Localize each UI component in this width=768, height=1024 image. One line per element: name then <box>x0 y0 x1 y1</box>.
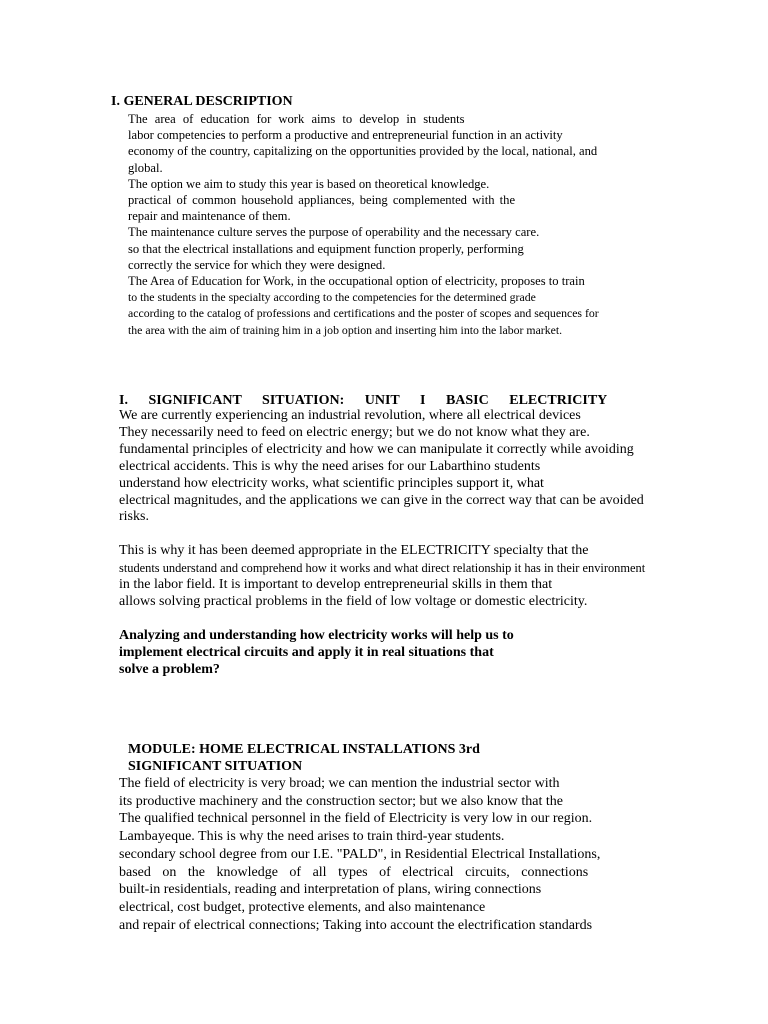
text-line: in the labor field. It is important to develop entrepreneurial skills in them that <box>119 576 553 592</box>
text-line: The area of education for work aims to develop in students <box>128 112 465 126</box>
text-line: They necessarily need to feed on electric energy; but we do not know what they are. <box>119 424 590 440</box>
text-line: electrical, cost budget, protective elements, and also maintenance <box>119 899 486 915</box>
text-line: and repair of electrical connections; Taking into account the electrification standards <box>119 917 593 933</box>
text-line: The Area of Education for Work, in the occupational option of electricity, proposes to train <box>128 274 585 289</box>
text-line: built-in residentials, reading and interpretation of plans, wiring connections <box>119 882 542 898</box>
module-subtitle-line: SIGNIFICANT SITUATION <box>128 758 303 774</box>
module-body <box>119 775 600 934</box>
section-significant-situation-paragraph-2 <box>119 543 645 611</box>
text-line: labor competencies to perform a productive and entrepreneurial function in an activity <box>128 128 563 143</box>
text-line: global. <box>128 160 163 175</box>
text-line: electrical accidents. This is why the need arises for our Labarthino students <box>119 458 541 474</box>
text-line: The option we aim to study this year is based on theoretical knowledge. <box>128 176 490 191</box>
text-line: Analyzing and understanding how electricity works will help us to <box>119 628 514 643</box>
text-line: Lambayeque. This is why the need arises to train third-year students. <box>119 829 505 845</box>
text-line: solve a problem? <box>119 662 220 677</box>
text-line: The field of electricity is very broad; we can mention the industrial sector with <box>119 776 560 791</box>
text-line: We are currently experiencing an industrial revolution, where all electrical devices <box>119 408 581 423</box>
text-line: the area with the aim of training him in a job option and inserting him into the labor market. <box>128 322 563 337</box>
text-line: The qualified technical personnel in the field of Electricity is very low in our region. <box>119 811 593 827</box>
text-line: This is why it has been deemed appropriate in the ELECTRICITY specialty that the <box>119 543 589 558</box>
text-line: secondary school degree from our I.E. "PALD", in Residential Electrical Installations, <box>119 846 601 862</box>
text-line: based on the knowledge of all types of electrical circuits, connections <box>119 864 589 880</box>
text-line: according to the catalog of professions and certifications and the poster of scopes and sequences for <box>128 306 599 321</box>
text-line: electrical magnitudes, and the applications we can give in the correct way that can be avoided <box>119 492 644 508</box>
text-line: economy of the country, capitalizing on the opportunities provided by the local, national, and <box>128 144 598 159</box>
guiding-question <box>119 627 514 678</box>
module-title <box>128 742 480 775</box>
text-line: understand how electricity works, what scientific principles support it, what <box>119 475 544 491</box>
section-general-description-title: I. GENERAL DESCRIPTION <box>111 94 293 109</box>
text-line: The maintenance culture serves the purpose of operability and the necessary care. <box>128 225 540 240</box>
text-line: fundamental principles of electricity and how we can manipulate it correctly while avoiding <box>119 441 634 457</box>
module-title-line: MODULE: HOME ELECTRICAL INSTALLATIONS 3rd <box>128 742 480 757</box>
text-line: its productive machinery and the construction sector; but we also know that the <box>119 793 563 809</box>
section-general-description-body <box>128 111 599 338</box>
text-line: students understand and comprehend how it works and what direct relationship it has in their environment <box>119 560 646 575</box>
text-line: allows solving practical problems in the field of low voltage or domestic electricity. <box>119 593 588 609</box>
section-significant-situation-title: I. SIGNIFICANT SITUATION: UNIT I BASIC ELECTRICITY <box>119 393 608 408</box>
text-line: risks. <box>119 509 149 525</box>
text-line: to the students in the specialty according to the competencies for the determined grade <box>128 290 536 305</box>
text-line: implement electrical circuits and apply it in real situations that <box>119 645 494 660</box>
text-line: correctly the service for which they were designed. <box>128 257 386 272</box>
text-line: practical of common household appliances, being complemented with the <box>128 193 516 208</box>
section-significant-situation-paragraph-1 <box>119 408 644 526</box>
text-line: repair and maintenance of them. <box>128 209 291 224</box>
text-line: so that the electrical installations and equipment function properly, performing <box>128 241 524 256</box>
